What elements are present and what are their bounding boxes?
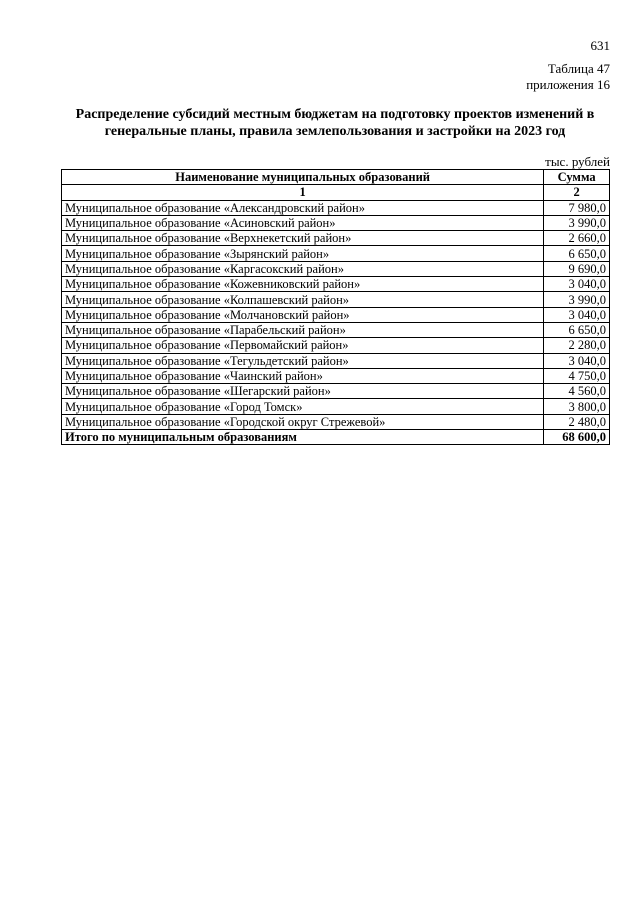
column-numbers-row xyxy=(62,185,610,200)
table-row xyxy=(62,261,610,276)
row-sum: 3 040,0 xyxy=(544,353,610,368)
row-name: Муниципальное образование «Верхнекетский район» xyxy=(62,231,544,246)
document-title-line-2: генеральные планы, правила землепользования и застройки на 2023 год xyxy=(104,124,566,139)
total-name: Итого по муниципальным образованиям xyxy=(62,430,544,445)
subsidies-table xyxy=(61,169,610,445)
table-row xyxy=(62,414,610,429)
column-number-1: 1 xyxy=(62,185,544,200)
column-number-2: 2 xyxy=(544,185,610,200)
table-row xyxy=(62,353,610,368)
table-row xyxy=(62,292,610,307)
row-sum: 3 990,0 xyxy=(544,215,610,230)
row-sum: 4 560,0 xyxy=(544,384,610,399)
table-row xyxy=(62,200,610,215)
row-sum: 9 690,0 xyxy=(544,261,610,276)
row-name: Муниципальное образование «Парабельский район» xyxy=(62,322,544,337)
row-name: Муниципальное образование «Городской округ Стрежевой» xyxy=(62,414,544,429)
header-sum: Сумма xyxy=(544,170,610,185)
row-sum: 6 650,0 xyxy=(544,322,610,337)
row-name: Муниципальное образование «Тегульдетский район» xyxy=(62,353,544,368)
row-sum: 2 480,0 xyxy=(544,414,610,429)
table-caption-line: Таблица 47 xyxy=(547,61,610,76)
table-header-row xyxy=(62,170,610,185)
table-row xyxy=(62,246,610,261)
row-sum: 6 650,0 xyxy=(544,246,610,261)
row-name: Муниципальное образование «Кожевниковский район» xyxy=(62,277,544,292)
row-sum: 7 980,0 xyxy=(544,200,610,215)
document-title xyxy=(60,106,610,140)
row-sum: 4 750,0 xyxy=(544,368,610,383)
document-title-line-1: Распределение субсидий местным бюджетам на подготовку проектов изменений в xyxy=(75,107,595,122)
row-name: Муниципальное образование «Асиновский район» xyxy=(62,215,544,230)
table-row xyxy=(62,215,610,230)
row-sum: 2 280,0 xyxy=(544,338,610,353)
row-name: Муниципальное образование «Зырянский район» xyxy=(62,246,544,261)
table-row xyxy=(62,399,610,414)
header-name: Наименование муниципальных образований xyxy=(62,170,544,185)
row-sum: 3 800,0 xyxy=(544,399,610,414)
row-name: Муниципальное образование «Александровский район» xyxy=(62,200,544,215)
table-caption xyxy=(526,61,610,93)
row-name: Муниципальное образование «Каргасокский район» xyxy=(62,261,544,276)
row-name: Муниципальное образование «Шегарский район» xyxy=(62,384,544,399)
table-row xyxy=(62,338,610,353)
total-row xyxy=(62,430,610,445)
row-sum: 3 040,0 xyxy=(544,277,610,292)
row-name: Муниципальное образование «Колпашевский район» xyxy=(62,292,544,307)
appendix-caption-line: приложения 16 xyxy=(526,77,610,92)
row-sum: 3 990,0 xyxy=(544,292,610,307)
row-name: Муниципальное образование «Чаинский район» xyxy=(62,368,544,383)
table-row xyxy=(62,322,610,337)
row-sum: 3 040,0 xyxy=(544,307,610,322)
table-row xyxy=(62,277,610,292)
table-row xyxy=(62,384,610,399)
table-row xyxy=(62,307,610,322)
table-row xyxy=(62,368,610,383)
total-sum: 68 600,0 xyxy=(544,430,610,445)
table-row xyxy=(62,231,610,246)
row-name: Муниципальное образование «Первомайский район» xyxy=(62,338,544,353)
row-name: Муниципальное образование «Город Томск» xyxy=(62,399,544,414)
page-number: 631 xyxy=(590,38,610,53)
row-sum: 2 660,0 xyxy=(544,231,610,246)
units-label: тыс. рублей xyxy=(545,154,610,169)
row-name: Муниципальное образование «Молчановский район» xyxy=(62,307,544,322)
